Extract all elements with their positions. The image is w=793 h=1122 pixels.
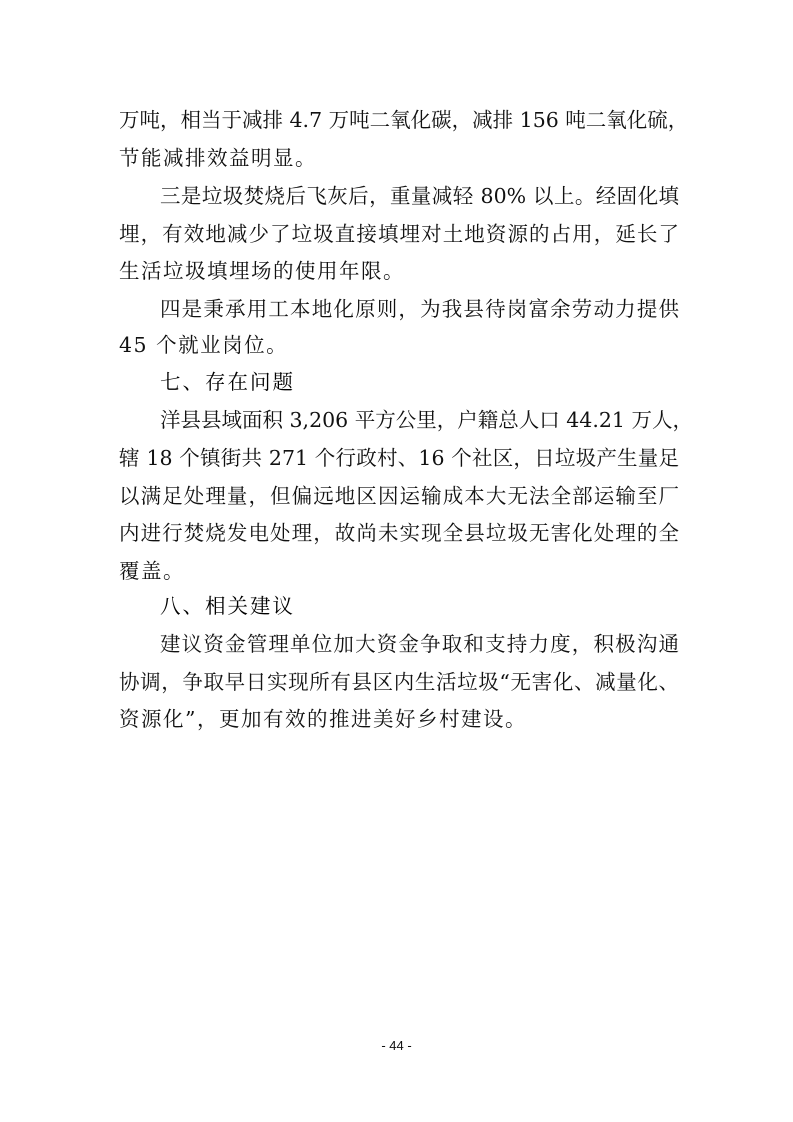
section-heading-suggestions: 八、相关建议 <box>160 594 295 618</box>
paragraph-1-line-2: 节能减排效益明显。 <box>119 146 317 170</box>
paragraph-2-line-1: 三是垃圾焚烧后飞灰后，重量减轻 80% 以上。经固化填 <box>160 184 679 208</box>
section-7-line-5: 覆盖。 <box>119 559 185 583</box>
paragraph-3-line-1: 四是秉承用工本地化原则，为我县待岗富余劳动力提供 <box>160 297 679 321</box>
page-number: - 44 - <box>381 1038 412 1053</box>
section-7-line-4: 内进行焚烧发电处理，故尚未实现全县垃圾无害化处理的全 <box>119 521 679 545</box>
section-8-line-2: 协调，争取早日实现所有县区内生活垃圾“无害化、减量化、 <box>119 670 679 694</box>
paragraph-2-line-3: 生活垃圾填埋场的使用年限。 <box>119 259 405 283</box>
section-7-line-1: 洋县县域面积 3,206 平方公里，户籍总人口 44.21 万人， <box>160 408 693 432</box>
section-8-line-3: 资源化”，更加有效的推进美好乡村建设。 <box>119 707 527 731</box>
paragraph-3-line-2: 45 个就业岗位。 <box>119 333 289 357</box>
section-7-line-3: 以满足处理量，但偏远地区因运输成本大无法全部运输至厂 <box>119 484 679 508</box>
paragraph-1-line-1: 万吨，相当于减排 4.7 万吨二氧化碳，减排 156 吨二氧化硫， <box>119 108 689 132</box>
section-8-line-1: 建议资金管理单位加大资金争取和支持力度，积极沟通 <box>160 632 679 656</box>
section-heading-problems: 七、存在问题 <box>160 370 295 394</box>
paragraph-2-line-2: 埋，有效地减少了垃圾直接填埋对土地资源的占用，延长了 <box>119 222 679 246</box>
section-7-line-2: 辖 18 个镇街共 271 个行政村、16 个社区，日垃圾产生量足 <box>119 446 679 470</box>
